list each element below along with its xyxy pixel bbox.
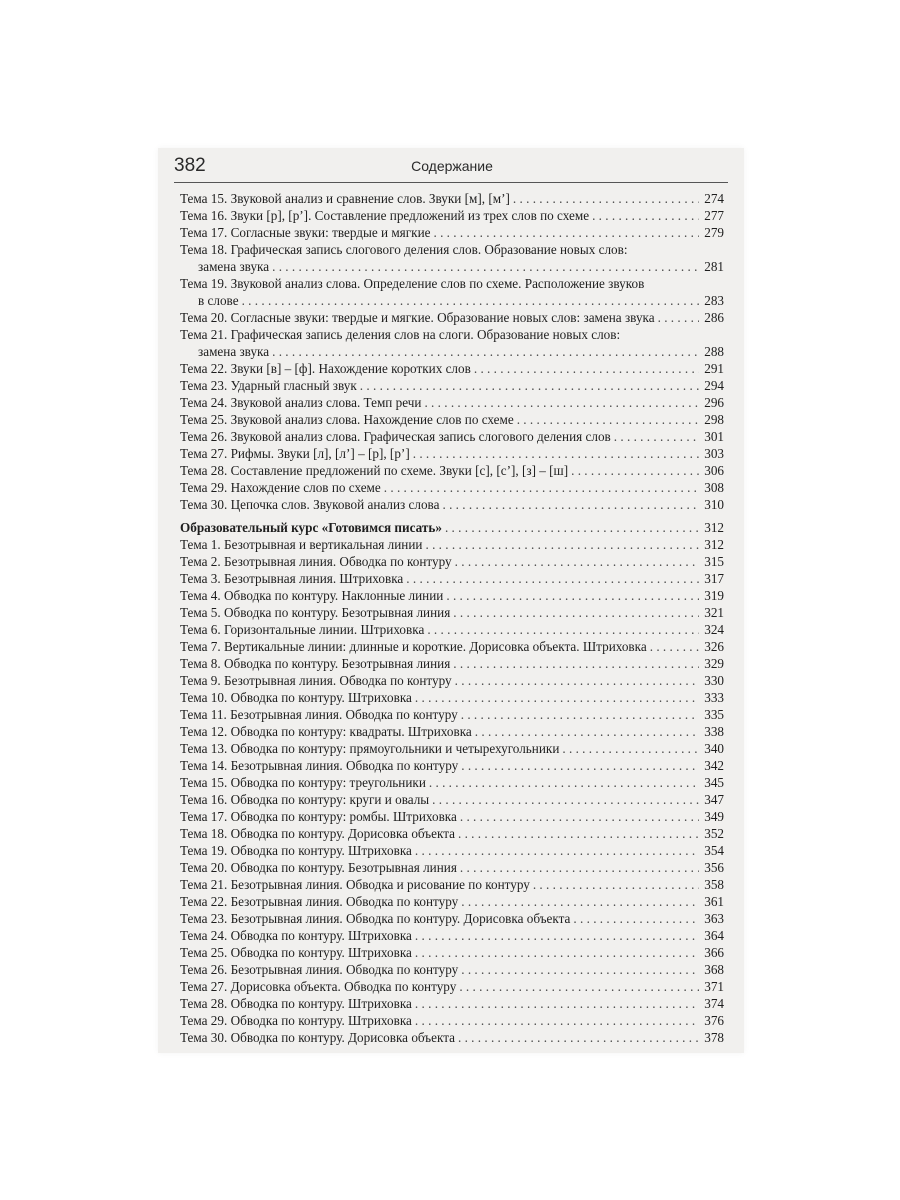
- leader-dots: [446, 587, 699, 604]
- toc-entry[interactable]: [180, 496, 724, 513]
- toc-entry-page: 317: [704, 571, 724, 586]
- toc-entry-page: 376: [704, 1013, 724, 1028]
- toc-entry[interactable]: [180, 655, 724, 672]
- toc-entry-title: Тема 2. Безотрывная линия. Обводка по контуру: [180, 554, 452, 569]
- leader-dots: [461, 961, 699, 978]
- leader-dots: [460, 859, 699, 876]
- toc-entry[interactable]: [180, 479, 724, 496]
- leader-dots: [429, 774, 699, 791]
- toc-entry-page: 319: [704, 588, 724, 603]
- toc-entry-title: Тема 6. Горизонтальные линии. Штриховка: [180, 622, 425, 637]
- toc-entry-page: 321: [704, 605, 724, 620]
- leader-dots: [427, 621, 699, 638]
- toc-entry[interactable]: [180, 757, 724, 774]
- toc-entry[interactable]: [180, 536, 724, 553]
- toc-entry[interactable]: [180, 910, 724, 927]
- toc-entry-page: 366: [704, 945, 724, 960]
- toc-entry-title: Тема 11. Безотрывная линия. Обводка по контуру: [180, 707, 458, 722]
- toc-entry[interactable]: [180, 553, 724, 570]
- toc-entry-title: Тема 1. Безотрывная и вертикальная линии: [180, 537, 423, 552]
- leader-dots: [455, 553, 699, 570]
- toc-entry[interactable]: [180, 672, 724, 689]
- toc-entry-page: 333: [704, 690, 724, 705]
- toc-entry-page: 358: [704, 877, 724, 892]
- toc-entry-title: Тема 13. Обводка по контуру: прямоугольники и четырехугольники: [180, 741, 560, 756]
- leader-dots: [458, 1029, 699, 1046]
- toc-entry-page: 345: [704, 775, 724, 790]
- leader-dots: [432, 791, 699, 808]
- leader-dots: [272, 343, 699, 360]
- toc-entry[interactable]: [180, 740, 724, 757]
- toc-entry[interactable]: [180, 893, 724, 910]
- section-title: Образовательный курс «Готовимся писать»: [180, 520, 442, 535]
- toc-entry-title: Тема 28. Обводка по контуру. Штриховка: [180, 996, 412, 1011]
- leader-dots: [460, 808, 699, 825]
- toc-entry-title: Тема 5. Обводка по контуру. Безотрывная линия: [180, 605, 451, 620]
- leader-dots: [424, 394, 699, 411]
- leader-dots: [453, 604, 699, 621]
- toc-entry-title: Тема 26. Безотрывная линия. Обводка по контуру: [180, 962, 459, 977]
- toc-entry[interactable]: [180, 411, 724, 428]
- toc-entry[interactable]: [180, 876, 724, 893]
- toc-entry-title: Тема 26. Звуковой анализ слова. Графическая запись слогового деления слов: [180, 429, 611, 444]
- leader-dots: [650, 638, 699, 655]
- toc-entry-page: 326: [704, 639, 724, 654]
- toc-entry-page: 335: [704, 707, 724, 722]
- leader-dots: [442, 496, 699, 513]
- toc-entry-title: Тема 8. Обводка по контуру. Безотрывная линия: [180, 656, 451, 671]
- toc-entry[interactable]: [180, 961, 724, 978]
- leader-dots: [242, 292, 699, 309]
- toc-entry-page: 363: [704, 911, 724, 926]
- leader-dots: [573, 910, 699, 927]
- leader-dots: [517, 411, 699, 428]
- toc-entry-title: Тема 29. Нахождение слов по схеме: [180, 480, 381, 495]
- toc-entry-title: Тема 4. Обводка по контуру. Наклонные линии: [180, 588, 444, 603]
- toc-entry-page: 342: [704, 758, 724, 773]
- leader-dots: [413, 445, 699, 462]
- toc-entry-title: Тема 25. Звуковой анализ слова. Нахождение слов по схеме: [180, 412, 514, 427]
- toc-entry-page: 298: [704, 412, 724, 427]
- toc-entry[interactable]: [180, 638, 724, 655]
- toc-entry[interactable]: [180, 309, 724, 326]
- leader-dots: [406, 570, 699, 587]
- toc-entry-page: 354: [704, 843, 724, 858]
- toc-entry-page: 294: [704, 378, 724, 393]
- toc-entry-page: 329: [704, 656, 724, 671]
- leader-dots: [461, 706, 699, 723]
- toc-entry-page: 361: [704, 894, 724, 909]
- toc-entry[interactable]: [180, 428, 724, 445]
- toc-entry-page: 310: [704, 497, 724, 512]
- toc-entry[interactable]: [180, 587, 724, 604]
- toc-entry-page: 277: [704, 208, 724, 223]
- toc-entry-title-continued: замена звука: [198, 259, 270, 274]
- toc-entry-title-continued: в слове: [198, 293, 239, 308]
- running-head: Содержание: [411, 158, 493, 174]
- leader-dots: [461, 757, 699, 774]
- toc-entry-page: 286: [704, 310, 724, 325]
- toc-entry-page: 324: [704, 622, 724, 637]
- toc-entry-title: Тема 24. Обводка по контуру. Штриховка: [180, 928, 412, 943]
- toc-entry-page: 371: [704, 979, 724, 994]
- leader-dots: [458, 825, 699, 842]
- toc-entry[interactable]: [180, 723, 724, 740]
- toc-entry[interactable]: [180, 706, 724, 723]
- toc-entry-title: Тема 19. Звуковой анализ слова. Определение слов по схеме. Расположение звуков: [180, 276, 645, 291]
- toc-entry-title: Тема 18. Графическая запись слогового деления слов. Образование новых слов:: [180, 242, 628, 257]
- leader-dots: [415, 1012, 699, 1029]
- toc-entry-page: 291: [704, 361, 724, 376]
- toc-entry[interactable]: [180, 978, 724, 995]
- leader-dots: [384, 479, 699, 496]
- toc-entry-page: 303: [704, 446, 724, 461]
- toc-entry[interactable]: [180, 190, 724, 207]
- toc-entry-title: Тема 30. Обводка по контуру. Дорисовка объекта: [180, 1030, 455, 1045]
- toc-entry-title: Тема 10. Обводка по контуру. Штриховка: [180, 690, 412, 705]
- table-of-contents: [180, 190, 724, 1046]
- toc-entry-page: 274: [704, 191, 724, 206]
- toc-entry[interactable]: [180, 394, 724, 411]
- page-number: 382: [174, 155, 206, 176]
- section-page: 312: [704, 520, 724, 535]
- leader-dots: [614, 428, 699, 445]
- leader-dots: [562, 740, 699, 757]
- toc-entry[interactable]: [180, 842, 724, 859]
- toc-entry-title: Тема 14. Безотрывная линия. Обводка по контуру: [180, 758, 459, 773]
- toc-entry-title: Тема 27. Рифмы. Звуки [л], [л’] – [р], [р’]: [180, 446, 410, 461]
- leader-dots: [474, 360, 699, 377]
- leader-dots: [415, 927, 699, 944]
- toc-entry-title: Тема 12. Обводка по контуру: квадраты. Штриховка: [180, 724, 472, 739]
- toc-entry-page: 347: [704, 792, 724, 807]
- leader-dots: [592, 207, 699, 224]
- leader-dots: [658, 309, 699, 326]
- toc-entry-page: 301: [704, 429, 724, 444]
- toc-section-heading[interactable]: [180, 519, 724, 536]
- toc-entry-title: Тема 15. Обводка по контуру: треугольники: [180, 775, 426, 790]
- toc-entry[interactable]: [180, 944, 724, 961]
- toc-entry[interactable]: [180, 445, 724, 462]
- toc-entry-title: Тема 28. Составление предложений по схеме. Звуки [с], [с’], [з] – [ш]: [180, 463, 569, 478]
- toc-entry-page: 374: [704, 996, 724, 1011]
- toc-entry-page: 330: [704, 673, 724, 688]
- toc-entry[interactable]: [180, 859, 724, 876]
- toc-entry[interactable]: [180, 326, 724, 360]
- toc-entry-title: Тема 21. Безотрывная линия. Обводка и рисование по контуру: [180, 877, 530, 892]
- toc-entry-page: 312: [704, 537, 724, 552]
- toc-entry-page: 378: [704, 1030, 724, 1045]
- toc-entry[interactable]: [180, 1029, 724, 1046]
- leader-dots: [513, 190, 699, 207]
- toc-group-writing: [180, 536, 724, 1046]
- toc-entry[interactable]: [180, 377, 724, 394]
- toc-entry[interactable]: [180, 1012, 724, 1029]
- leader-dots: [475, 723, 699, 740]
- leader-dots: [455, 672, 699, 689]
- leader-dots: [425, 536, 699, 553]
- toc-entry-title: Тема 22. Звуки [в] – [ф]. Нахождение коротких слов: [180, 361, 471, 376]
- leader-dots: [360, 377, 699, 394]
- leader-dots: [415, 944, 699, 961]
- leader-dots: [533, 876, 699, 893]
- toc-entry-page: 352: [704, 826, 724, 841]
- toc-entry-page: 356: [704, 860, 724, 875]
- toc-entry-page: 288: [704, 344, 724, 359]
- toc-entry-title-continued: замена звука: [198, 344, 270, 359]
- toc-entry-page: 364: [704, 928, 724, 943]
- header-rule: [174, 182, 728, 183]
- toc-entry-title: Тема 9. Безотрывная линия. Обводка по контуру: [180, 673, 452, 688]
- toc-entry-page: 279: [704, 225, 724, 240]
- toc-entry-title: Тема 24. Звуковой анализ слова. Темп речи: [180, 395, 422, 410]
- toc-entry-title: Тема 20. Обводка по контуру. Безотрывная линия: [180, 860, 457, 875]
- toc-entry-page: 340: [704, 741, 724, 756]
- toc-entry-page: 338: [704, 724, 724, 739]
- leader-dots: [571, 462, 699, 479]
- toc-entry-page: 349: [704, 809, 724, 824]
- page-header: [174, 155, 730, 181]
- toc-entry-title: Тема 27. Дорисовка объекта. Обводка по контуру: [180, 979, 457, 994]
- toc-entry[interactable]: [180, 995, 724, 1012]
- toc-entry-title: Тема 22. Безотрывная линия. Обводка по контуру: [180, 894, 459, 909]
- leader-dots: [461, 893, 699, 910]
- toc-entry-page: 296: [704, 395, 724, 410]
- toc-entry-title: Тема 16. Обводка по контуру: круги и овалы: [180, 792, 430, 807]
- toc-entry-page: 368: [704, 962, 724, 977]
- toc-entry[interactable]: [180, 808, 724, 825]
- toc-entry-title: Тема 23. Безотрывная линия. Обводка по контуру. Дорисовка объекта: [180, 911, 571, 926]
- leader-dots: [445, 519, 699, 536]
- toc-entry[interactable]: [180, 224, 724, 241]
- toc-entry-title: Тема 7. Вертикальные линии: длинные и короткие. Дорисовка объекта. Штриховка: [180, 639, 647, 654]
- leader-dots: [415, 689, 699, 706]
- toc-entry-title: Тема 21. Графическая запись деления слов на слоги. Образование новых слов:: [180, 327, 621, 342]
- toc-entry-title: Тема 18. Обводка по контуру. Дорисовка объекта: [180, 826, 455, 841]
- toc-entry-page: 315: [704, 554, 724, 569]
- toc-entry-page: 281: [704, 259, 724, 274]
- toc-entry[interactable]: [180, 241, 724, 275]
- toc-entry-page: 283: [704, 293, 724, 308]
- toc-entry-title: Тема 3. Безотрывная линия. Штриховка: [180, 571, 404, 586]
- toc-entry-title: Тема 25. Обводка по контуру. Штриховка: [180, 945, 412, 960]
- toc-entry-page: 308: [704, 480, 724, 495]
- toc-entry-title: Тема 17. Согласные звуки: твердые и мягкие: [180, 225, 431, 240]
- leader-dots: [272, 258, 699, 275]
- toc-entry[interactable]: [180, 570, 724, 587]
- leader-dots: [415, 842, 699, 859]
- toc-entry[interactable]: [180, 689, 724, 706]
- toc-group-phonetics: [180, 190, 724, 513]
- toc-entry-title: Тема 29. Обводка по контуру. Штриховка: [180, 1013, 412, 1028]
- toc-entry-title: Тема 17. Обводка по контуру: ромбы. Штриховка: [180, 809, 457, 824]
- toc-entry-title: Тема 15. Звуковой анализ и сравнение слов. Звуки [м], [м’]: [180, 191, 510, 206]
- toc-entry[interactable]: [180, 207, 724, 224]
- toc-entry[interactable]: [180, 462, 724, 479]
- toc-entry[interactable]: [180, 275, 724, 309]
- toc-entry-title: Тема 20. Согласные звуки: твердые и мягкие. Образование новых слов: замена звука: [180, 310, 655, 325]
- toc-entry[interactable]: [180, 360, 724, 377]
- toc-entry[interactable]: [180, 825, 724, 842]
- toc-entry[interactable]: [180, 621, 724, 638]
- leader-dots: [433, 224, 699, 241]
- toc-entry-title: Тема 16. Звуки [р], [р’]. Составление предложений из трех слов по схеме: [180, 208, 590, 223]
- toc-entry[interactable]: [180, 791, 724, 808]
- leader-dots: [459, 978, 699, 995]
- toc-entry-title: Тема 19. Обводка по контуру. Штриховка: [180, 843, 412, 858]
- leader-dots: [415, 995, 699, 1012]
- toc-entry-title: Тема 23. Ударный гласный звук: [180, 378, 357, 393]
- toc-entry[interactable]: [180, 774, 724, 791]
- toc-entry[interactable]: [180, 927, 724, 944]
- toc-entry[interactable]: [180, 604, 724, 621]
- toc-entry-title: Тема 30. Цепочка слов. Звуковой анализ слова: [180, 497, 440, 512]
- leader-dots: [453, 655, 699, 672]
- toc-entry-page: 306: [704, 463, 724, 478]
